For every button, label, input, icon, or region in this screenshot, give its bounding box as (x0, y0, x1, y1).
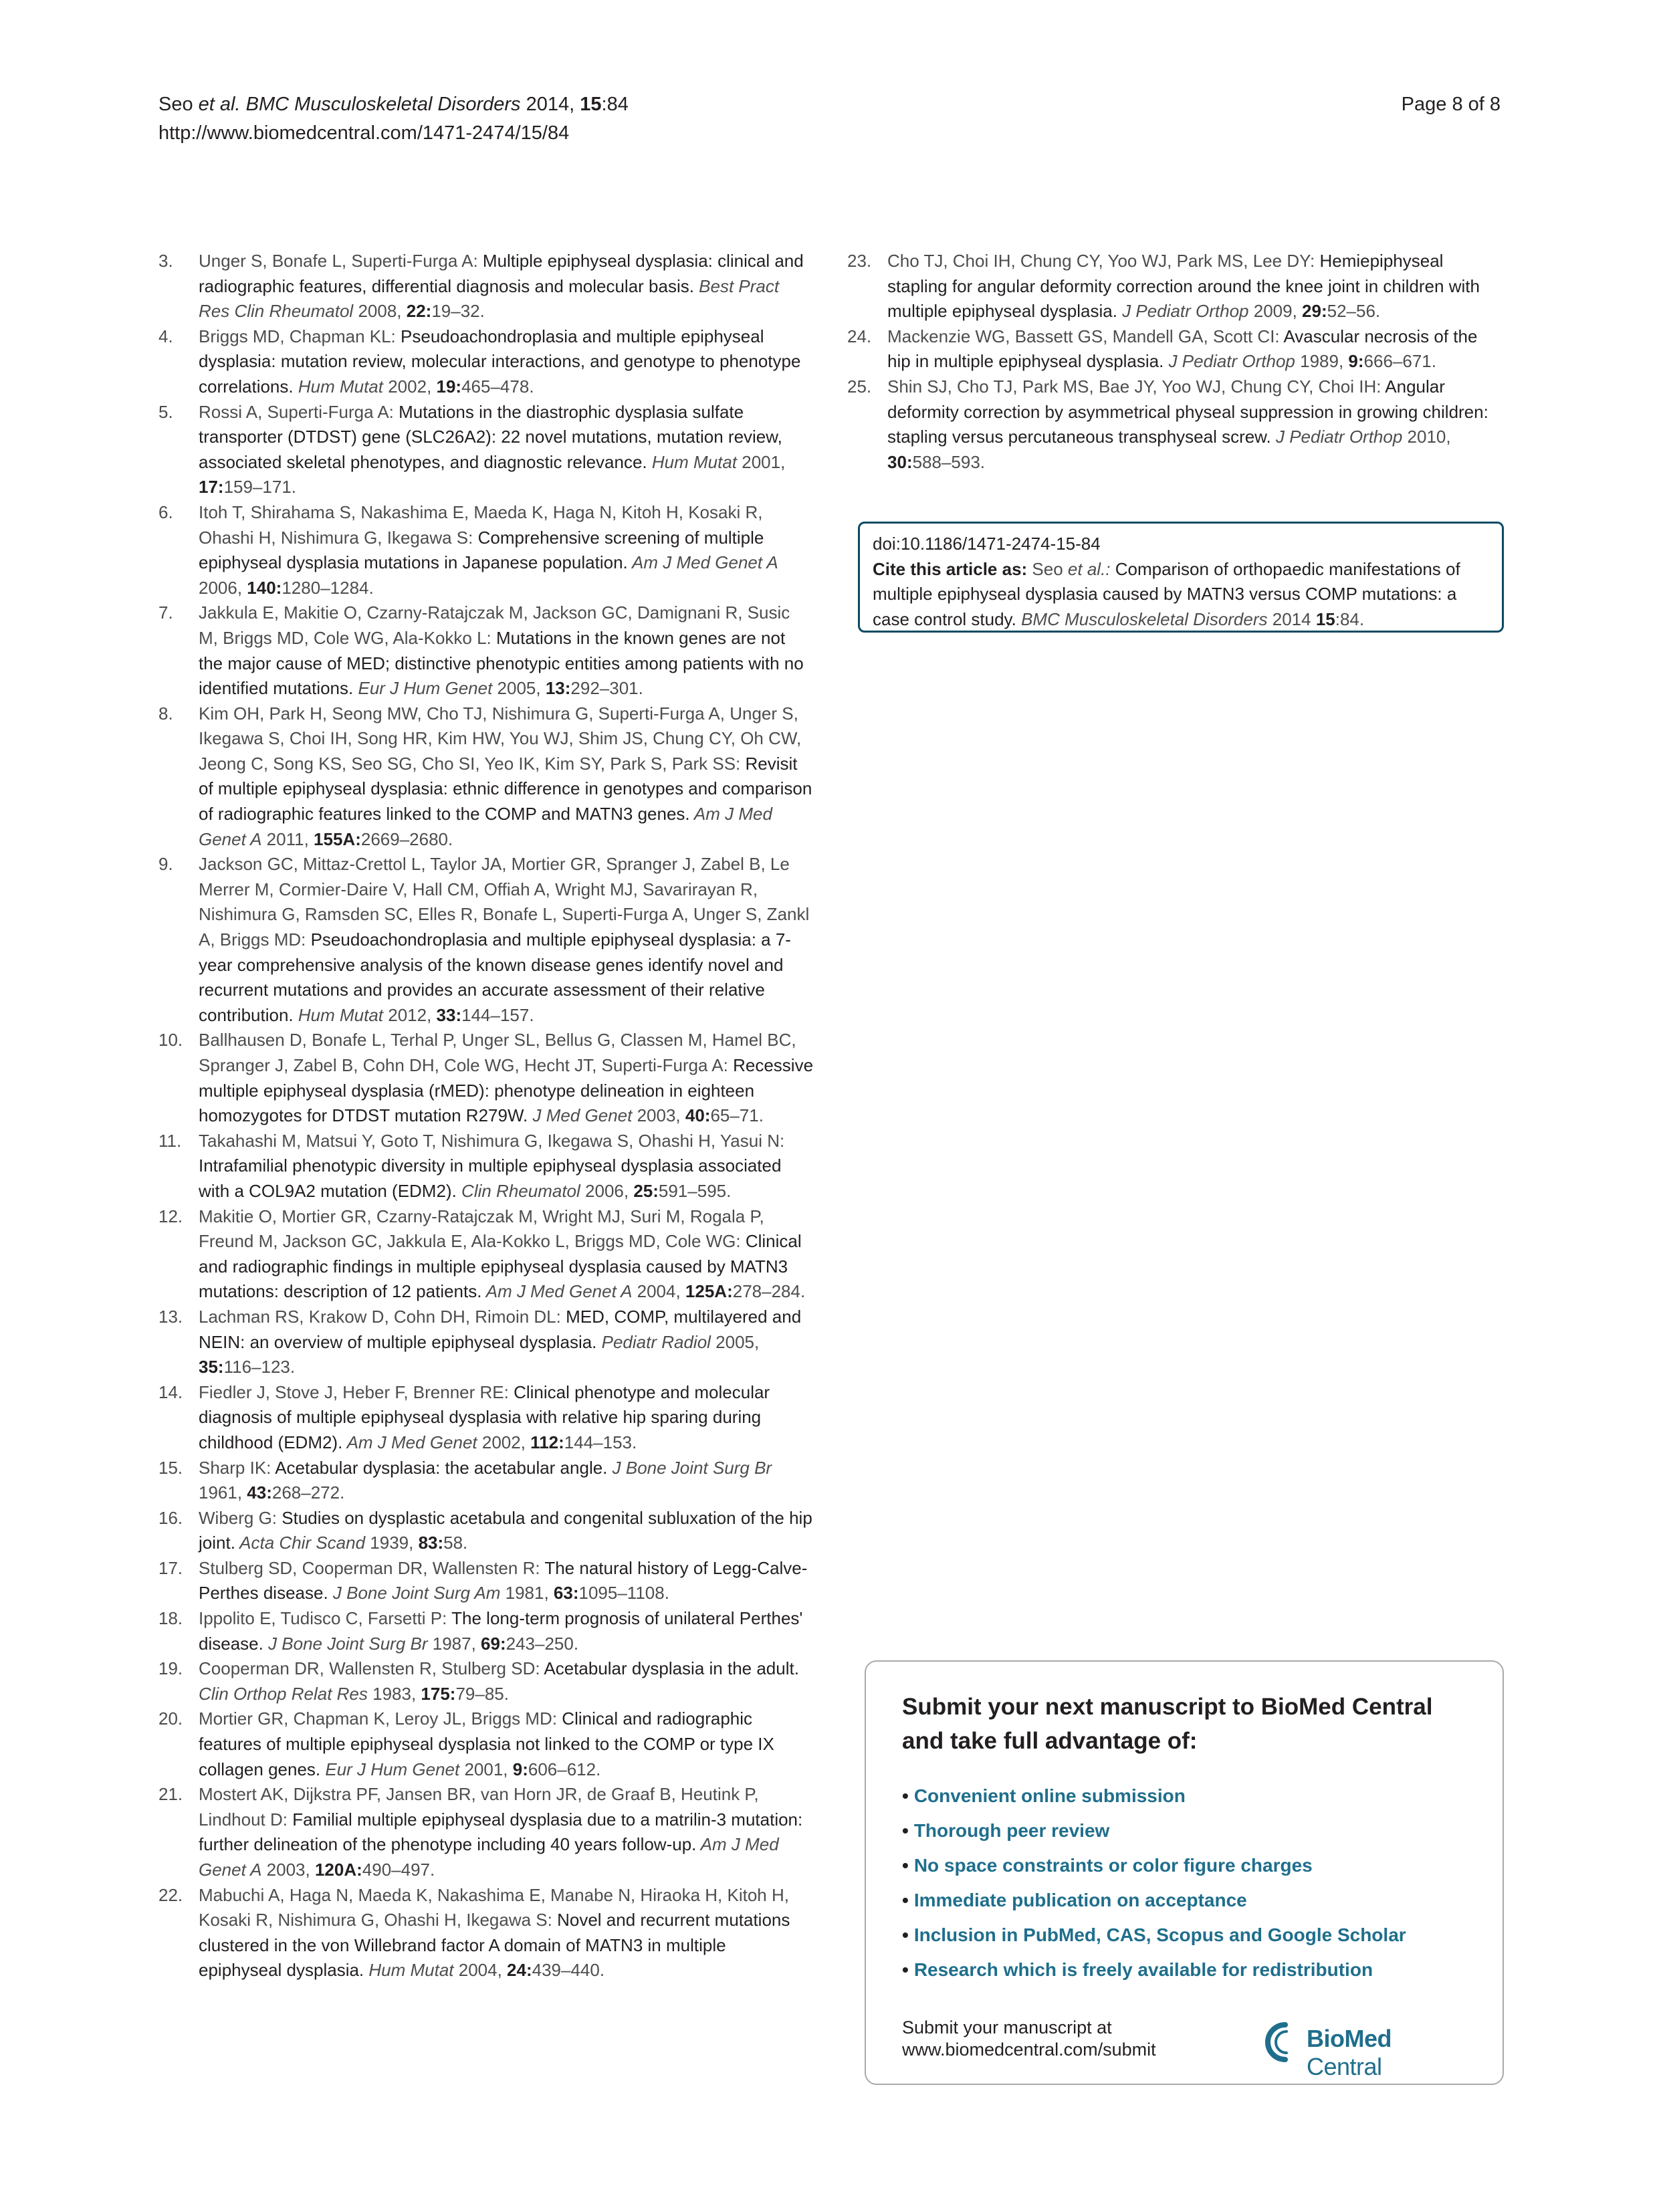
reference-body (199, 1656, 814, 1706)
reference-title: Pseudoachondroplasia and multiple epiphyseal dysplasia: a 7-year comprehensive analysis of the known disease genes identify novel and recurrent mutations and provides an accurate assessment of their relative contribution. (199, 929, 791, 1025)
reference-year: 2012, (383, 1004, 437, 1025)
reference-journal: Clin Rheumatol (456, 1180, 580, 1201)
reference-pages: 243–250. (506, 1633, 579, 1654)
bullet-icon: • (902, 1855, 909, 1876)
reference-body (199, 1028, 814, 1128)
reference-authors: Makitie O, Mortier GR, Czarny-Ratajczak M, Wright MJ, Suri M, Rogala P, Freund M, Jackson GC, Jakkula E, Ala-Kokko L, Briggs MD, Cole WG: (199, 1206, 764, 1252)
reference-authors: Rossi A, Superti-Furga A: (199, 401, 399, 422)
bullet-icon: • (902, 1959, 909, 1980)
reference-journal: Hum Mutat (647, 451, 738, 472)
reference-pages: 116–123. (223, 1357, 296, 1377)
reference-item (158, 1506, 814, 1556)
reference-number: 10. (158, 1030, 183, 1050)
benefit-item (902, 1779, 1406, 1813)
reference-title: Studies on dysplastic acetabula and congenital subluxation of the hip joint. (199, 1507, 812, 1553)
reference-volume: 29: (1302, 301, 1327, 322)
header-year: 2014, (520, 94, 580, 115)
reference-year: 2011, (261, 828, 314, 849)
reference-title: Familial multiple epiphyseal dysplasia due to a matrilin-3 mutation: further delineation of the phenotype including 40 years follow-up. (199, 1809, 803, 1855)
bullet-icon: • (902, 1820, 909, 1841)
reference-journal: J Bone Joint Surg Am (328, 1583, 501, 1603)
reference-item (158, 1305, 814, 1380)
reference-title: Clinical and radiographic features of multiple epiphyseal dysplasia not linked to the COMP or type IX collagen genes. (199, 1708, 774, 1779)
reference-journal: Hum Mutat (293, 1004, 384, 1025)
reference-body (199, 1380, 814, 1456)
reference-journal: Am J Med Genet A (199, 804, 772, 849)
reference-pages: 58. (443, 1533, 468, 1553)
reference-title: Angular deformity correction by asymmetrical physeal suppression in growing children: stapling versus percutaneous transphyseal screw. (887, 376, 1488, 447)
reference-journal: Am J Med Genet (342, 1432, 477, 1452)
reference-item (158, 1028, 814, 1128)
reference-body (199, 600, 814, 701)
reference-journal: Am J Med Genet A (627, 552, 778, 573)
cite-journal: BMC Musculoskeletal Disorders (1016, 609, 1268, 629)
header-volume: 15 (580, 94, 602, 115)
reference-year: 2002, (383, 376, 437, 397)
benefit-item (902, 1918, 1406, 1953)
reference-title: Hemiepiphyseal stapling for angular deformity correction around the knee joint in children with multiple epiphyseal dysplasia. (887, 251, 1480, 322)
header-journal: BMC Musculoskeletal Disorders (240, 94, 521, 115)
reference-title: Novel and recurrent mutations clustered in the von Willebrand factor A domain of MATN3 in multiple epiphyseal dysplasia. (199, 1910, 790, 1981)
benefit-text: No space constraints or color figure charges (913, 1855, 1313, 1876)
reference-year: 2009, (1248, 301, 1303, 322)
reference-volume: 112: (530, 1432, 564, 1452)
reference-number: 7. (158, 602, 173, 623)
reference-pages: 268–272. (271, 1482, 345, 1503)
reference-journal: Clin Orthop Relat Res (199, 1683, 368, 1704)
reference-title: Acetabular dysplasia: the acetabular angle. (275, 1457, 608, 1478)
reference-pages: 606–612. (528, 1759, 601, 1779)
reference-volume: 24: (507, 1960, 532, 1981)
reference-year: 2006, (580, 1180, 634, 1201)
reference-authors: Briggs MD, Chapman KL: (199, 326, 401, 346)
reference-authors: Ballhausen D, Bonafe L, Terhal P, Unger SL, Bellus G, Classen M, Hamel BC, Spranger J, Zabel B, Cohn DH, Cole WG, Hecht JT, Superti-Furga A: (199, 1030, 796, 1075)
reference-year: 2002, (477, 1432, 531, 1452)
reference-volume: 63: (553, 1583, 579, 1603)
reference-title: Comprehensive screening of multiple epiphyseal dysplasia mutations in Japanese population. (199, 527, 764, 573)
reference-item (158, 600, 814, 701)
reference-pages: 52–56. (1327, 301, 1381, 322)
citation-box (858, 522, 1504, 633)
reference-body (199, 1883, 814, 1983)
reference-authors: Wiberg G: (199, 1507, 282, 1528)
reference-item (158, 701, 814, 853)
bullet-icon: • (902, 1924, 909, 1945)
reference-journal: Best Pract Res Clin Rheumatol (199, 275, 780, 322)
reference-volume: 140: (247, 577, 282, 598)
reference-item (158, 1606, 814, 1656)
doi[interactable]: doi:10.1186/1471-2474-15-84 (873, 534, 1101, 554)
reference-body (887, 374, 1503, 475)
reference-title: Clinical phenotype and molecular diagnosis of multiple epiphyseal dysplasia with relative hip sparing during childhood (EDM2). (199, 1381, 770, 1452)
cite-article: :84. (1335, 609, 1365, 629)
reference-volume: 30: (887, 451, 913, 472)
reference-pages: 144–157. (461, 1004, 534, 1025)
benefit-item (902, 1848, 1406, 1883)
reference-title: Clinical and radiographic findings in multiple epiphyseal dysplasia caused by MATN3 mutations: description of 12 patients. (199, 1231, 802, 1302)
reference-year: 1983, (367, 1683, 421, 1704)
reference-item (158, 1706, 814, 1782)
reference-journal: Acta Chir Scand (235, 1533, 366, 1553)
reference-journal: Am J Med Genet A (481, 1281, 633, 1302)
reference-pages: 278–284. (732, 1281, 806, 1302)
reference-volume: 35: (199, 1357, 224, 1377)
header-etal: et al. (198, 94, 241, 115)
reference-year: 2001, (737, 451, 786, 472)
reference-pages: 65–71. (710, 1105, 764, 1126)
reference-body (199, 1606, 814, 1656)
reference-title: Mutations in the diastrophic dysplasia sulfate transporter (DTDST) gene (SLC26A2): 22 novel mutations, mutation review, associated skeletal phenotypes, and diagnostic relevance. (199, 401, 782, 472)
reference-authors: Takahashi M, Matsui Y, Goto T, Nishimura G, Ikegawa S, Ohashi H, Yasui N: (199, 1130, 785, 1151)
reference-authors: Mortier GR, Chapman K, Leroy JL, Briggs MD: (199, 1708, 562, 1729)
reference-item (158, 1556, 814, 1606)
reference-body (199, 701, 814, 853)
reference-volume: 19: (436, 376, 462, 397)
reference-number: 4. (158, 326, 173, 346)
reference-number: 21. (158, 1784, 183, 1805)
reference-pages: 439–440. (532, 1960, 605, 1981)
reference-title: Mutations in the known genes are not the major cause of MED; distinctive phenotypic entities among patients with no identified mutations. (199, 627, 804, 699)
reference-year: 2003, (632, 1105, 685, 1126)
reference-body (199, 324, 814, 400)
reference-authors: Fiedler J, Stove J, Heber F, Brenner RE: (199, 1381, 514, 1402)
reference-pages: 490–497. (362, 1860, 435, 1880)
reference-number: 19. (158, 1658, 183, 1679)
reference-pages: 2669–2680. (360, 828, 453, 849)
benefit-item (902, 1953, 1406, 1987)
reference-journal: Pediatr Radiol (596, 1331, 711, 1352)
reference-year: 2010, (1402, 427, 1451, 447)
reference-number: 3. (158, 251, 173, 271)
reference-year: 1981, (500, 1583, 554, 1603)
reference-authors: Jakkula E, Makitie O, Czarny-Ratajczak M, Jackson GC, Damignani R, Susic M, Briggs MD, Cole WG, Ala-Kokko L: (199, 602, 790, 648)
reference-title: Intrafamilial phenotypic diversity in multiple epiphyseal dysplasia associated with a COL9A2 mutation (EDM2). (199, 1155, 782, 1201)
reference-year: 2003, (261, 1860, 315, 1880)
reference-body (199, 1506, 814, 1556)
reference-volume: 17: (199, 477, 224, 497)
reference-journal: J Pediatr Orthop (1270, 427, 1403, 447)
reference-body (199, 1782, 814, 1882)
reference-journal: J Pediatr Orthop (1164, 351, 1295, 372)
reference-authors: Itoh T, Shirahama S, Nakashima E, Maeda K, Haga N, Kitoh H, Kosaki R, Ohashi H, Nishimura G, Ikegawa S: (199, 502, 763, 548)
reference-volume: 43: (247, 1482, 272, 1503)
reference-pages: 19–32. (431, 301, 485, 322)
reference-title: The natural history of Legg-Calve-Perthes disease. (199, 1557, 808, 1603)
reference-item (847, 374, 1503, 475)
reference-body (199, 1204, 814, 1305)
reference-item (847, 249, 1503, 324)
reference-title: Multiple epiphyseal dysplasia: clinical and radiographic features, differential diagnosis and molecular basis. (199, 251, 804, 296)
reference-year: 2004, (632, 1281, 685, 1302)
reference-item (158, 852, 814, 1028)
reference-year: 1987, (427, 1633, 481, 1654)
reference-authors: Stulberg SD, Cooperman DR, Wallensten R: (199, 1557, 545, 1578)
reference-year: 2005, (492, 678, 546, 699)
submit-footer-line1: Submit your manuscript at (902, 2017, 1112, 2037)
logo-central: Central (1307, 2053, 1382, 2080)
reference-item (158, 249, 814, 324)
biomed-logo-icon (1262, 2021, 1303, 2064)
reference-number: 15. (158, 1457, 183, 1478)
reference-title: Acetabular dysplasia in the adult. (544, 1658, 799, 1679)
reference-journal: J Med Genet (528, 1105, 633, 1126)
reference-journal: J Bone Joint Surg Br (263, 1633, 428, 1654)
reference-authors: Shin SJ, Cho TJ, Park MS, Bae JY, Yoo WJ, Chung CY, Choi IH: (887, 376, 1386, 397)
reference-item (158, 324, 814, 400)
reference-pages: 292–301. (570, 678, 643, 699)
reference-journal: Hum Mutat (364, 1960, 454, 1981)
reference-body (199, 852, 814, 1028)
references-left-column (158, 249, 814, 1983)
reference-item (158, 1380, 814, 1456)
reference-journal: Am J Med Genet A (199, 1834, 779, 1880)
logo-wordmark (1307, 2025, 1463, 2081)
submit-advert-box (865, 1660, 1504, 2085)
cite-title: Comparison of orthopaedic manifestations of multiple epiphyseal dysplasia caused by MATN3 versus COMP mutations: a case control study. (873, 558, 1460, 629)
benefit-text: Immediate publication on acceptance (913, 1890, 1247, 1910)
reference-item (158, 1204, 814, 1305)
reference-item (158, 1656, 814, 1706)
reference-authors: Lachman RS, Krakow D, Cohn DH, Rimoin DL: (199, 1306, 566, 1327)
reference-pages: 666–671. (1363, 351, 1436, 372)
reference-authors: Cooperman DR, Wallensten R, Stulberg SD: (199, 1658, 544, 1679)
cite-etal: et al.: (1067, 558, 1111, 579)
reference-authors: Jackson GC, Mittaz-Crettol L, Taylor JA, Mortier GR, Spranger J, Zabel B, Le Merrer M, Cormier-Daire V, Hall CM, Offiah A, Wright MJ, Savarirayan R, Nishimura G, Ramsden SC, Elles R, Bonafe L, Superti-Furga A, Unger S, Zankl A, Briggs MD: (199, 854, 810, 950)
reference-pages: 591–595. (658, 1180, 732, 1201)
reference-journal: J Bone Joint Surg Br (607, 1457, 772, 1478)
reference-body (199, 1556, 814, 1606)
reference-body (199, 400, 814, 500)
submit-title: Submit your next manuscript to BioMed Central and take full advantage of: (902, 1694, 1433, 1754)
reference-number: 11. (158, 1130, 182, 1151)
reference-year: 2005, (710, 1331, 760, 1352)
reference-volume: 13: (545, 678, 571, 699)
reference-number: 13. (158, 1306, 183, 1327)
reference-number: 18. (158, 1608, 183, 1629)
reference-pages: 79–85. (455, 1683, 509, 1704)
reference-volume: 83: (418, 1533, 444, 1553)
reference-body (887, 249, 1503, 324)
reference-title: The long-term prognosis of unilateral Perthes' disease. (199, 1608, 803, 1654)
reference-year: 1939, (365, 1533, 419, 1553)
reference-year: 2008, (353, 301, 407, 322)
reference-number: 12. (158, 1206, 183, 1226)
reference-body (199, 1456, 814, 1506)
reference-volume: 33: (436, 1004, 462, 1025)
benefit-text: Convenient online submission (913, 1785, 1186, 1806)
reference-volume: 40: (685, 1105, 711, 1126)
reference-authors: Ippolito E, Tudisco C, Farsetti P: (199, 1608, 452, 1629)
reference-number: 5. (158, 401, 173, 422)
reference-pages: 144–153. (564, 1432, 637, 1452)
reference-authors: Mostert AK, Dijkstra PF, Jansen BR, van Horn JR, de Graaf B, Heutink P, Lindhout D: (199, 1784, 759, 1830)
reference-item (158, 1129, 814, 1204)
reference-body (199, 1129, 814, 1204)
reference-authors: Unger S, Bonafe L, Superti-Furga A: (199, 251, 483, 271)
reference-body (887, 324, 1503, 374)
reference-number: 17. (158, 1557, 183, 1578)
reference-volume: 125A: (685, 1281, 733, 1302)
reference-year: 1961, (199, 1482, 247, 1503)
reference-item (158, 1456, 814, 1506)
reference-pages: 588–593. (912, 451, 986, 472)
reference-number: 25. (847, 376, 872, 397)
reference-body (199, 1706, 814, 1782)
reference-pages: 159–171. (223, 477, 297, 497)
reference-journal: Eur J Hum Genet (320, 1759, 460, 1779)
references-right-column (847, 249, 1503, 475)
reference-journal: J Pediatr Orthop (1117, 301, 1249, 322)
reference-title: Recessive multiple epiphyseal dysplasia (rMED): phenotype delineation in eighteen homozygotes for DTDST mutation R279W. (199, 1055, 814, 1126)
benefit-text: Inclusion in PubMed, CAS, Scopus and Google Scholar (913, 1924, 1406, 1945)
reference-body (199, 1305, 814, 1380)
cite-volume: 15 (1315, 609, 1335, 629)
benefits-list (902, 1779, 1406, 1987)
reference-pages: 465–478. (461, 376, 534, 397)
reference-journal: Eur J Hum Genet (353, 678, 493, 699)
header-citation (158, 90, 629, 119)
reference-volume: 155A: (314, 828, 361, 849)
cite-author: Seo (1027, 558, 1068, 579)
reference-volume: 22: (406, 301, 432, 322)
cite-label: Cite this article as: (873, 558, 1028, 579)
bullet-icon: • (902, 1890, 909, 1910)
reference-number: 20. (158, 1708, 183, 1729)
reference-item (158, 1782, 814, 1882)
reference-volume: 69: (481, 1633, 506, 1654)
reference-year: 1989, (1295, 351, 1349, 372)
reference-number: 14. (158, 1381, 183, 1402)
reference-number: 6. (158, 502, 173, 522)
header-article: :84 (601, 94, 629, 115)
reference-item (847, 324, 1503, 374)
reference-volume: 120A: (314, 1860, 362, 1880)
reference-volume: 9: (512, 1759, 528, 1779)
reference-volume: 25: (633, 1180, 659, 1201)
reference-number: 16. (158, 1507, 183, 1528)
benefit-item (902, 1813, 1406, 1848)
reference-year: 2006, (199, 577, 247, 598)
reference-body (199, 500, 814, 600)
header-url[interactable]: http://www.biomedcentral.com/1471-2474/15/84 (158, 122, 570, 144)
reference-number: 9. (158, 854, 173, 875)
reference-authors: Mackenzie WG, Bassett GS, Mandell GA, Scott CI: (887, 326, 1284, 346)
submit-url[interactable]: www.biomedcentral.com/submit (902, 2039, 1156, 2060)
reference-title: MED, COMP, multilayered and NEIN: an overview of multiple epiphyseal dysplasia. (199, 1306, 802, 1352)
reference-title: Revisit of multiple epiphyseal dysplasia: ethnic difference in genotypes and comparison of radiographic features linked to the COMP and MATN3 genes. (199, 753, 812, 824)
reference-pages: 1095–1108. (578, 1583, 669, 1603)
benefit-item (902, 1883, 1406, 1918)
reference-number: 23. (847, 251, 872, 271)
reference-item (158, 400, 814, 500)
biomed-central-logo (1262, 2021, 1463, 2080)
cite-year: 2014 (1267, 609, 1316, 629)
reference-year: 2004, (453, 1960, 508, 1981)
reference-authors: Sharp IK: (199, 1457, 275, 1478)
reference-number: 22. (158, 1884, 183, 1905)
reference-title: Pseudoachondroplasia and multiple epiphyseal dysplasia: mutation review, molecular interactions, and genotype to phenotype correlations. (199, 326, 801, 397)
reference-journal: Hum Mutat (293, 376, 383, 397)
running-header (158, 90, 629, 148)
submit-footer (902, 2017, 1156, 2061)
reference-pages: 1280–1284. (282, 577, 374, 598)
reference-item (158, 1883, 814, 1983)
reference-authors: Cho TJ, Choi IH, Chung CY, Yoo WJ, Park MS, Lee DY: (887, 251, 1320, 271)
reference-authors: Kim OH, Park H, Seong MW, Cho TJ, Nishimura G, Superti-Furga A, Unger S, Ikegawa S, Choi IH, Song HR, Kim HW, You WJ, Shim JS, Chung CY, Oh CW, Jeong C, Song KS, Seo SG, Cho SI, Yeo IK, Kim SY, Park S, Park SS: (199, 703, 802, 774)
reference-title: Avascular necrosis of the hip in multiple epiphyseal dysplasia. (887, 326, 1478, 372)
benefit-text: Thorough peer review (913, 1820, 1110, 1841)
bullet-icon: • (902, 1785, 909, 1806)
reference-body (199, 249, 814, 324)
reference-authors: Mabuchi A, Haga N, Maeda K, Nakashima E, Manabe N, Hiraoka H, Kitoh H, Kosaki R, Nishimura G, Ohashi H, Ikegawa S: (199, 1884, 789, 1930)
header-author: Seo (158, 94, 199, 115)
reference-volume: 175: (421, 1683, 456, 1704)
page-number: Page 8 of 8 (1401, 94, 1501, 115)
reference-year: 2001, (459, 1759, 513, 1779)
reference-volume: 9: (1348, 351, 1364, 372)
logo-bio: BioMed (1307, 2025, 1392, 2052)
reference-number: 24. (847, 326, 872, 346)
reference-item (158, 500, 814, 600)
reference-number: 8. (158, 703, 173, 724)
cite-text (873, 557, 1488, 633)
benefit-text: Research which is freely available for redistribution (913, 1959, 1373, 1980)
